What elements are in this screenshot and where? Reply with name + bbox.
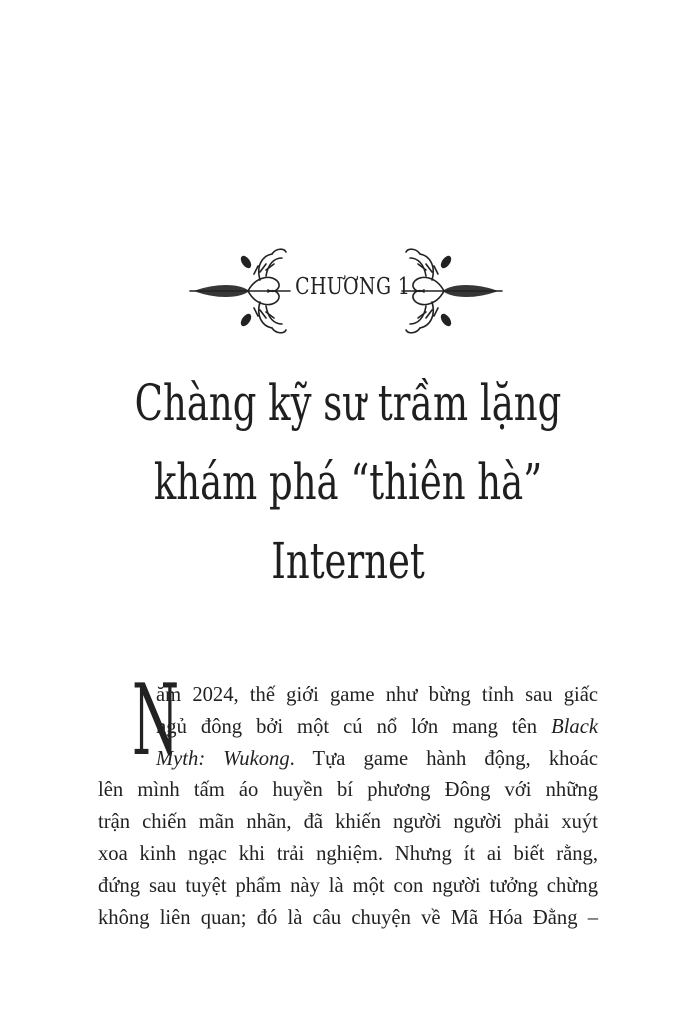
left-flourish-icon — [186, 236, 294, 340]
right-flourish-icon — [398, 236, 506, 340]
text-line — [98, 744, 598, 776]
text-line — [98, 712, 598, 744]
body-paragraph — [98, 664, 598, 934]
chapter-label: CHƯƠNG 1 — [295, 274, 411, 300]
text-segment: . Tựa game hành động, khoác — [289, 747, 598, 770]
text-line: xoa kinh ngạc khi trải nghiệm. Nhưng ít ai biết rằng, — [98, 842, 598, 865]
drop-cap: N — [132, 664, 180, 778]
title-line: Internet — [271, 532, 425, 590]
italic-text: Black — [551, 715, 598, 738]
title-line: Chàng kỹ sư trầm lặng — [134, 374, 562, 432]
title-line: khám phá “thiên hà” — [153, 453, 543, 511]
text-line: không liên quan; đó là câu chuyện về Mã Hóa Đằng – — [98, 906, 598, 929]
text-line: đứng sau tuyệt phẩm này là một con người tưởng chừng — [98, 874, 598, 897]
chapter-title — [0, 364, 696, 601]
text-line: trận chiến mãn nhãn, đã khiến người người phải xuýt — [98, 811, 598, 834]
text-line: lên mình tấm áo huyền bí phương Đông với những — [98, 779, 598, 802]
text-line: ăm 2024, thế giới game như bừng tỉnh sau giấc — [156, 684, 598, 706]
chapter-ornament — [186, 236, 506, 340]
italic-text: Myth: Wukong — [156, 747, 290, 770]
text-segment: ngủ đông bởi một cú nổ lớn mang tên — [156, 715, 552, 738]
